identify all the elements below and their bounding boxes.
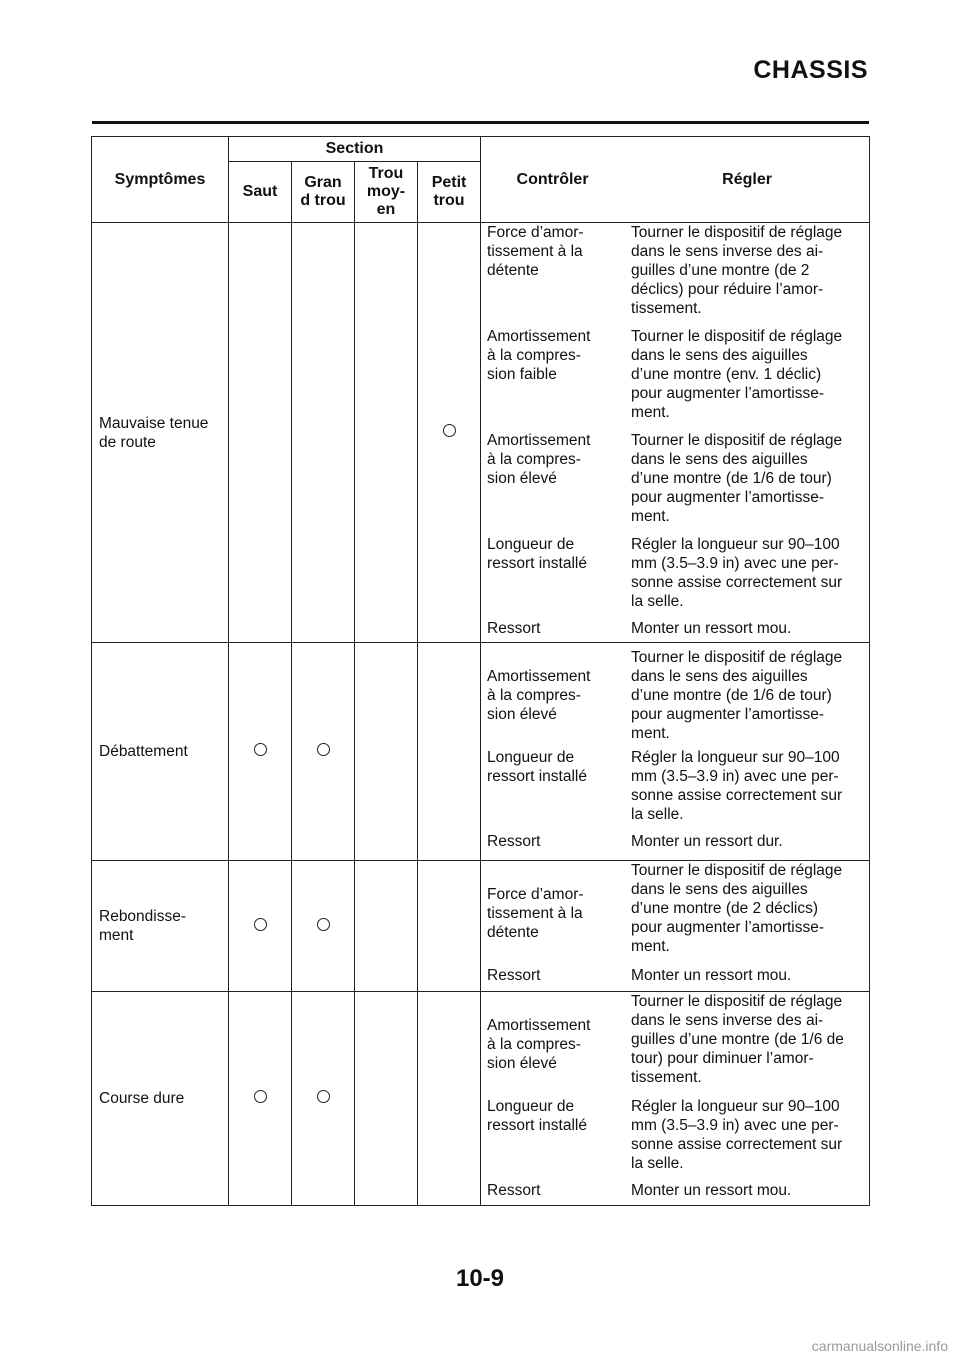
check-adjust-cell [481, 861, 870, 992]
table-row [92, 992, 870, 1206]
symptom-cell: Course dure [92, 992, 229, 1206]
mark-petit-trou [418, 861, 481, 992]
check-adjust-item [481, 748, 869, 832]
header-petit-trou: Petit trou [418, 162, 481, 223]
title-rule [92, 121, 869, 124]
header-saut: Saut [229, 162, 292, 223]
circle-mark-icon [254, 918, 267, 931]
mark-saut [229, 992, 292, 1206]
check-adjust-cell [481, 223, 870, 643]
check-adjust-item [481, 535, 869, 619]
check-text: Longueur de ressort installé [487, 1098, 587, 1134]
header-trou-moyen: Trou moy- en [355, 162, 418, 223]
table-row [92, 861, 870, 992]
check-adjust-cell [481, 992, 870, 1206]
mark-saut [229, 643, 292, 861]
adjust-text: Régler la longueur sur 90–100 mm (3.5–3.9 in) avec une per- sonne assise correctement sur la selle. [631, 749, 843, 823]
check-adjust-item [481, 327, 869, 431]
check-adjust-item [481, 1097, 869, 1181]
check-adjust-item [481, 861, 869, 966]
mark-saut [229, 223, 292, 643]
check-text: Ressort [487, 620, 541, 637]
circle-mark-icon [317, 1090, 330, 1103]
check-text: Amortissement à la compres- sion élevé [487, 432, 591, 487]
adjust-text: Monter un ressort mou. [631, 967, 792, 984]
mark-trou-moyen [355, 992, 418, 1206]
page-title: CHASSIS [753, 56, 868, 84]
symptom-cell: Rebondisse- ment [92, 861, 229, 992]
page-number: 10-9 [455, 1265, 505, 1292]
check-adjust-item [481, 1181, 869, 1205]
adjust-text: Tourner le dispositif de réglage dans le sens des aiguilles d’une montre (de 1/6 de tour) pour augmenter l’amortisse- ment. [631, 649, 843, 742]
adjust-text: Tourner le dispositif de réglage dans le sens inverse des ai- guilles d’une montre (de 2 déclics) pour réduire l’amor- tissement. [631, 224, 843, 317]
check-text: Ressort [487, 1182, 541, 1199]
adjust-text: Tourner le dispositif de réglage dans le sens des aiguilles d’une montre (de 2 déclics) pour augmenter l’amortisse- ment. [631, 862, 843, 955]
check-adjust-item [481, 619, 869, 642]
adjust-text: Monter un ressort mou. [631, 1182, 792, 1199]
symptom-cell: Débattement [92, 643, 229, 861]
adjust-text: Régler la longueur sur 90–100 mm (3.5–3.9 in) avec une per- sonne assise correctement sur la selle. [631, 1098, 843, 1172]
check-adjust-item [481, 431, 869, 535]
check-adjust-item [481, 992, 869, 1097]
mark-trou-moyen [355, 643, 418, 861]
header-regler: Régler [722, 170, 772, 188]
table-row [92, 643, 870, 861]
circle-mark-icon [254, 1090, 267, 1103]
mark-grand-trou [292, 992, 355, 1206]
mark-trou-moyen [355, 223, 418, 643]
check-text: Longueur de ressort installé [487, 536, 587, 572]
table-row [92, 223, 870, 643]
mark-grand-trou [292, 861, 355, 992]
circle-mark-icon [443, 424, 456, 437]
check-text: Amortissement à la compres- sion élevé [487, 668, 591, 723]
mark-petit-trou [418, 643, 481, 861]
mark-petit-trou [418, 223, 481, 643]
header-grand-trou: Gran d trou [292, 162, 355, 223]
check-adjust-item [481, 223, 869, 327]
mark-petit-trou [418, 992, 481, 1206]
mark-trou-moyen [355, 861, 418, 992]
check-adjust-item [481, 832, 869, 860]
adjust-text: Tourner le dispositif de réglage dans le sens des aiguilles d’une montre (env. 1 déclic) pour augmenter l’amortisse- ment. [631, 328, 843, 421]
watermark: carmanualsonline.info [811, 1338, 948, 1354]
check-text: Ressort [487, 833, 541, 850]
circle-mark-icon [317, 743, 330, 756]
check-adjust-cell [481, 643, 870, 861]
adjust-text: Monter un ressort dur. [631, 833, 783, 850]
check-text: Amortissement à la compres- sion élevé [487, 1017, 591, 1072]
check-adjust-item [481, 966, 869, 991]
suspension-settings-table [91, 136, 870, 1206]
circle-mark-icon [317, 918, 330, 931]
check-text: Longueur de ressort installé [487, 749, 587, 785]
adjust-text: Monter un ressort mou. [631, 620, 792, 637]
adjust-text: Régler la longueur sur 90–100 mm (3.5–3.9 in) avec une per- sonne assise correctement sur la selle. [631, 536, 843, 610]
adjust-text: Tourner le dispositif de réglage dans le sens inverse des ai- guilles d’une montre (de 1/6 de tour) pour diminuer l’amor- tissement. [631, 993, 844, 1086]
circle-mark-icon [254, 743, 267, 756]
symptom-cell: Mauvaise tenue de route [92, 223, 229, 643]
header-symptomes: Symptômes [92, 137, 229, 223]
header-check-adjust [481, 137, 870, 223]
check-text: Force d’amor- tissement à la détente [487, 886, 584, 941]
header-controler: Contrôler [516, 170, 589, 188]
mark-grand-trou [292, 223, 355, 643]
check-text: Force d’amor- tissement à la détente [487, 224, 584, 279]
check-adjust-item [481, 643, 869, 748]
check-text: Amortissement à la compres- sion faible [487, 328, 591, 383]
mark-saut [229, 861, 292, 992]
check-text: Ressort [487, 967, 541, 984]
header-section: Section [229, 137, 481, 162]
mark-grand-trou [292, 643, 355, 861]
adjust-text: Tourner le dispositif de réglage dans le sens des aiguilles d’une montre (de 1/6 de tour) pour augmenter l’amortisse- ment. [631, 432, 843, 525]
